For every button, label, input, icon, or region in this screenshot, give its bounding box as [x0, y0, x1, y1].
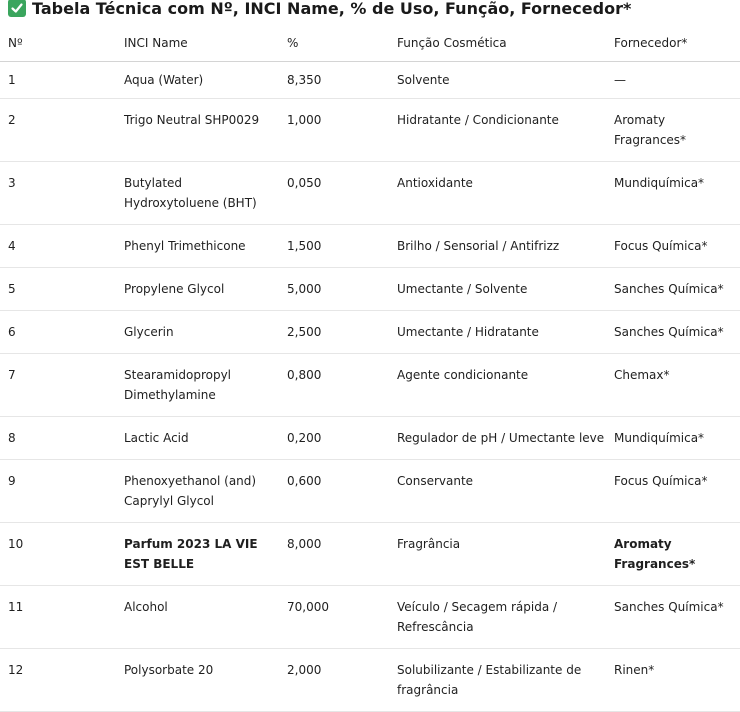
cell-inci: Alcohol — [116, 586, 279, 649]
cell-inci: Glycerin — [116, 311, 279, 354]
cell-percent: 0,800 — [279, 354, 389, 417]
cell-inci: Butylated Hydroxytoluene (BHT) — [116, 162, 279, 225]
cell-inci: Parfum 2023 LA VIE EST BELLE — [116, 523, 279, 586]
cell-percent: 5,000 — [279, 268, 389, 311]
cell-percent: 8,000 — [279, 523, 389, 586]
table-row — [0, 354, 740, 417]
cell-supplier: Focus Química* — [606, 225, 740, 268]
cell-number: 4 — [0, 225, 116, 268]
table-row — [0, 460, 740, 523]
cell-number: 10 — [0, 523, 116, 586]
cell-function: Umectante / Hidratante — [389, 311, 606, 354]
cell-percent: 0,200 — [279, 417, 389, 460]
cell-function: Antioxidante — [389, 162, 606, 225]
cell-percent: 0,600 — [279, 460, 389, 523]
check-mark-icon — [8, 0, 26, 17]
column-header-percent: % — [279, 24, 389, 62]
cell-function: Agente condicionante — [389, 354, 606, 417]
cell-supplier: Aromaty Fragrances* — [606, 99, 740, 162]
table-row — [0, 268, 740, 311]
table-row — [0, 225, 740, 268]
cell-percent: 8,350 — [279, 62, 389, 99]
cell-inci: Trigo Neutral SHP0029 — [116, 99, 279, 162]
cell-supplier: Focus Química* — [606, 460, 740, 523]
cell-percent: 1,000 — [279, 99, 389, 162]
table-row — [0, 417, 740, 460]
cell-supplier: Aromaty Fragrances* — [606, 523, 740, 586]
table-row — [0, 311, 740, 354]
technical-table — [0, 24, 740, 712]
cell-number: 11 — [0, 586, 116, 649]
cell-number: 6 — [0, 311, 116, 354]
cell-supplier: Chemax* — [606, 354, 740, 417]
table-row — [0, 586, 740, 649]
cell-inci: Phenyl Trimethicone — [116, 225, 279, 268]
table-row — [0, 523, 740, 586]
table-header-row — [0, 24, 740, 62]
cell-function: Solubilizante / Estabilizante de fragrância — [389, 649, 606, 712]
cell-inci: Polysorbate 20 — [116, 649, 279, 712]
table-row — [0, 649, 740, 712]
cell-inci: Phenoxyethanol (and) Caprylyl Glycol — [116, 460, 279, 523]
cell-percent: 1,500 — [279, 225, 389, 268]
cell-inci: Stearamidopropyl Dimethylamine — [116, 354, 279, 417]
cell-percent: 0,050 — [279, 162, 389, 225]
cell-supplier: Sanches Química* — [606, 586, 740, 649]
cell-function: Umectante / Solvente — [389, 268, 606, 311]
cell-supplier: Sanches Química* — [606, 268, 740, 311]
table-row — [0, 162, 740, 225]
cell-inci: Aqua (Water) — [116, 62, 279, 99]
column-header-inci: INCI Name — [116, 24, 279, 62]
cell-supplier: Mundiquímica* — [606, 417, 740, 460]
cell-function: Regulador de pH / Umectante leve — [389, 417, 606, 460]
cell-supplier: — — [606, 62, 740, 99]
table-row — [0, 99, 740, 162]
cell-number: 9 — [0, 460, 116, 523]
cell-percent: 2,500 — [279, 311, 389, 354]
cell-number: 2 — [0, 99, 116, 162]
cell-function: Brilho / Sensorial / Antifrizz — [389, 225, 606, 268]
cell-percent: 2,000 — [279, 649, 389, 712]
cell-number: 5 — [0, 268, 116, 311]
cell-number: 1 — [0, 62, 116, 99]
cell-percent: 70,000 — [279, 586, 389, 649]
section-heading — [8, 0, 631, 20]
column-header-number: Nº — [0, 24, 116, 62]
column-header-supplier: Fornecedor* — [606, 24, 740, 62]
column-header-function: Função Cosmética — [389, 24, 606, 62]
cell-inci: Propylene Glycol — [116, 268, 279, 311]
cell-supplier: Mundiquímica* — [606, 162, 740, 225]
cell-number: 8 — [0, 417, 116, 460]
table-row — [0, 62, 740, 99]
cell-number: 7 — [0, 354, 116, 417]
cell-function: Fragrância — [389, 523, 606, 586]
cell-inci: Lactic Acid — [116, 417, 279, 460]
cell-number: 3 — [0, 162, 116, 225]
cell-supplier: Sanches Química* — [606, 311, 740, 354]
cell-function: Hidratante / Condicionante — [389, 99, 606, 162]
cell-function: Conservante — [389, 460, 606, 523]
cell-function: Solvente — [389, 62, 606, 99]
heading-title: Tabela Técnica com Nº, INCI Name, % de Uso, Função, Fornecedor* — [32, 0, 632, 18]
cell-number: 12 — [0, 649, 116, 712]
cell-supplier: Rinen* — [606, 649, 740, 712]
cell-function: Veículo / Secagem rápida / Refrescância — [389, 586, 606, 649]
